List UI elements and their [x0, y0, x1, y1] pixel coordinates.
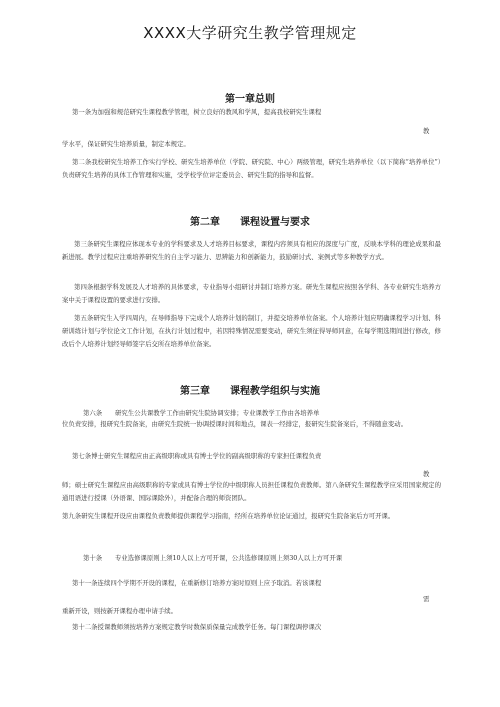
document-title: XXXX大学研究生教学管理规定 — [143, 24, 357, 42]
chapter-2-heading: 第二章 课程设置与要求 — [190, 217, 310, 228]
article-7-tail: 教 — [423, 470, 430, 478]
article-7-rest: 师；硕士研究生课程应由高级职称的专家或具有博士学位的中级职称人员担任课程负责教师。第八条研究生课程教学应采用国家规定的通用语进行授课（外语课、国际课除外），并配备合理的师资团队。 — [62, 481, 441, 503]
article-12: 第十二条授课教师须按培养方案规定教学时数保质保量完成教学任务。每门课程调停课次 — [72, 623, 322, 631]
article-4: 第四条根据学科发展及人才培养的具体要求，专业指导小组研讨并制订培养方案。研先生课程应按照各学科、各专业研究生培养方案中关于课程设置的要求进行安排。 — [62, 283, 441, 305]
article-11-line-2: 重新开设，则按新开课程办理申请手续。 — [62, 607, 178, 615]
article-3: 第三条研究生课程应体现本专业的学科要求及人才培养目标要求，课程内容须具有相应的深度与广度，反映本学科的理论成果和最新进展。教学过程应注重培养研究生的自主学习能力、思辨能力和创新能力，鼓励研讨式、案例式等多种教学方式。 — [62, 240, 441, 262]
article-2: 第二条我校研究生培养工作实行学校、研究生培养单位（学院、研究院、中心）两级管理，研究生培养单位（以下简称“培养单位”）负责研究生培养的具体工作管理和实施，受学校学位评定委员会、研究生院的指导和监督。 — [62, 158, 441, 180]
article-1-line-2: 学水平，保证研究生培养质量，制定本规定。 — [62, 140, 190, 148]
chapter-3-heading: 第三章 课程教学组织与实施 — [180, 386, 320, 397]
article-6-rest: 位负责安排，报研究生院备案，由研究生院统一协调授课时间和地点，课表一经排定，报研究生院备案后，不得随意变动。 — [62, 420, 408, 428]
chapter-1-heading: 第一章总则 — [225, 94, 275, 105]
article-1-tail: 教 — [423, 127, 430, 135]
article-10: 第十条 专业选修课原则上须10人以上方可开课，公共选修课原则上须30人以上方可开课 — [83, 554, 343, 562]
article-6-line-1: 第六条 研究生公共课教学工作由研究生院协调安排；专业课教学工作由各培养单 — [83, 409, 320, 417]
article-1-line-1: 第一条为加强和规范研究生课程教学管理，树立良好的教风和学风，提高我校研究生课程 — [72, 108, 322, 116]
article-9: 第九条研究生课程开设应由课程负责教师提供课程学习指南，经所在培养单位论证通过，报研究生院备案后方可开课。 — [62, 512, 395, 520]
article-11-tail: 需 — [423, 595, 430, 603]
article-5: 第五条研究生入学四周内，在导师指导下完成个人培养计划的制订，并提交培养单位备案。个人培养计划应明确课程学习计划、科研训练计划与学位论文工作计划，在执行计划过程中，若因特殊情况需要变动，研究生须征得导师同意，在每学期选期间进行修改，修改后个人培养计划经导师签字后交所在培养单位备案。 — [62, 314, 441, 349]
article-11-line-1: 第十一条连续四个学期不开设的课程，在重新修订培养方案时原则上应予取消。若该课程 — [72, 579, 322, 587]
article-7-line-1: 第七条博士研究生课程应由正高级职称或具有博士学位的副高级职称的专家担任课程负责 — [72, 452, 322, 460]
